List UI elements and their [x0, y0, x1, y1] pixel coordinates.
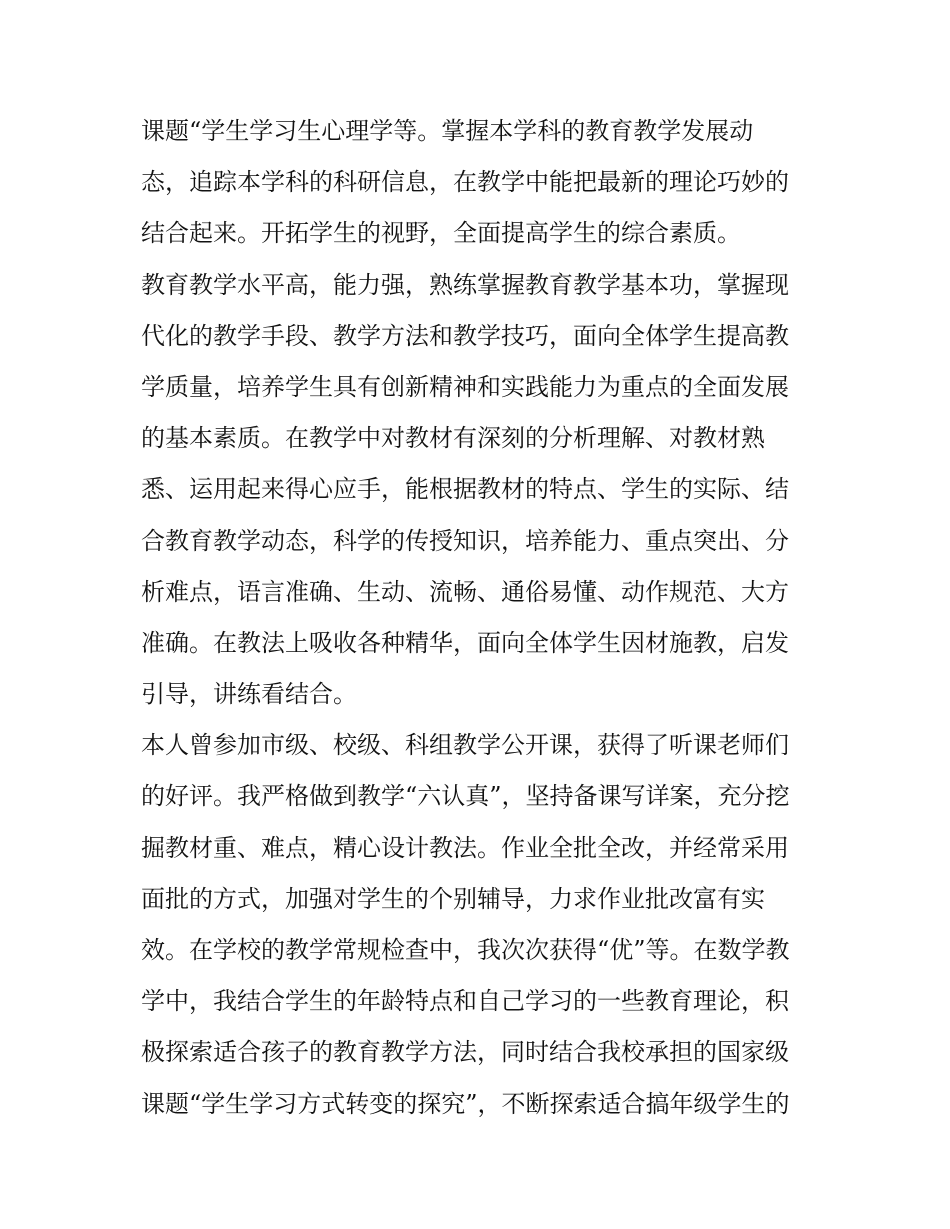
text-line: 引导，讲练看结合。 — [141, 680, 357, 709]
text-line: 态，追踪本学科的科研信息，在教学中能把最新的理论巧妙的 — [141, 168, 789, 197]
text-line: 准确。在教法上吸收各种精华，面向全体学生因材施教，启发 — [141, 628, 789, 657]
text-line: 析难点，语言准确、生动、流畅、通俗易懂、动作规范、大方 — [141, 577, 789, 606]
text-line: 面批的方式，加强对学生的个别辅导，力求作业批改富有实 — [141, 884, 765, 913]
text-line: 教育教学水平高，能力强，熟练掌握教育教学基本功，掌握现 — [141, 270, 789, 299]
text-line: 学中，我结合学生的年龄特点和自己学习的一些教育理论，积 — [141, 987, 789, 1016]
text-line: 课题“学生学习生心理学等。掌握本学科的教育教学发展动 — [141, 117, 754, 145]
text-line: 代化的教学手段、教学方法和教学技巧，面向全体学生提高教 — [141, 321, 789, 350]
text-line: 课题“学生学习方式转变的探究”，不断探索适合搞年级学生的 — [141, 1089, 790, 1118]
text-line: 掘教材重、难点，精心设计教法。作业全批全改，并经常采用 — [141, 833, 789, 862]
text-line: 本人曾参加市级、校级、科组教学公开课，获得了听课老师们 — [141, 731, 789, 760]
body-text — [141, 106, 821, 1130]
text-line: 极探索适合孩子的教育教学方法，同时结合我校承担的国家级 — [141, 1038, 789, 1067]
text-line: 的基本素质。在教学中对教材有深刻的分析理解、对教材熟 — [141, 424, 765, 453]
text-line: 效。在学校的教学常规检查中，我次次获得“优”等。在数学教 — [141, 936, 790, 964]
text-line: 悉、运用起来得心应手，能根据教材的特点、学生的实际、结 — [141, 475, 789, 504]
text-line: 学质量，培养学生具有创新精神和实践能力为重点的全面发展 — [141, 372, 789, 401]
text-line: 结合起来。开拓学生的视野，全面提高学生的综合素质。 — [141, 219, 741, 248]
text-line: 的好评。我严格做到教学“六认真”，坚持备课写详案，充分挖 — [141, 782, 790, 811]
text-line: 合教育教学动态，科学的传授知识，培养能力、重点突出、分 — [141, 526, 789, 555]
